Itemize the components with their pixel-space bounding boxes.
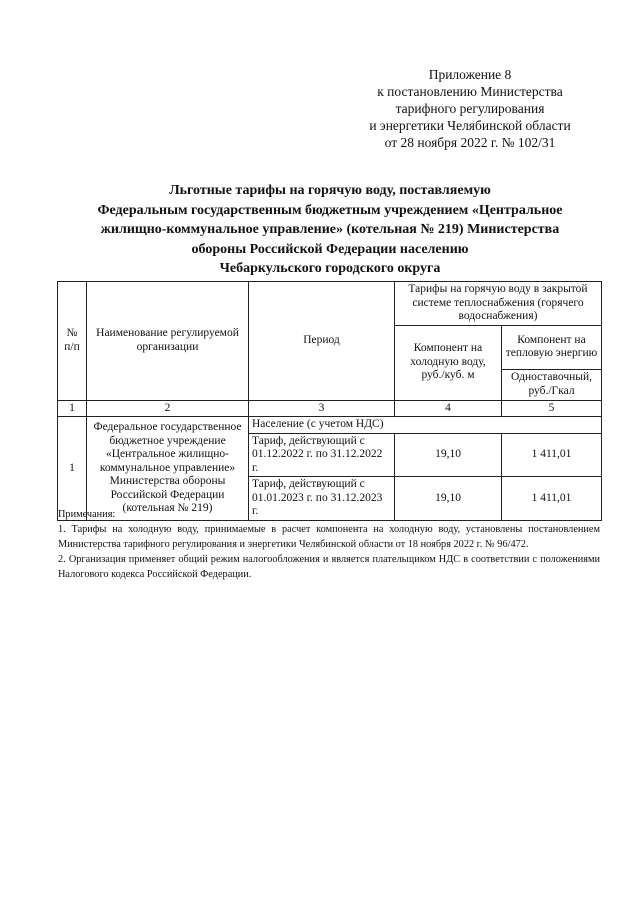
col-number: 5 (502, 400, 602, 417)
header-single-rate: Одноставочный, руб./Гкал (502, 369, 602, 400)
title-line: Льготные тарифы на горячую воду, поставляемую (169, 183, 491, 198)
cold-value: 19,10 (395, 433, 502, 477)
period-cell: Тариф, действующий с 01.12.2022 г. по 31.12.2022 г. (249, 433, 395, 477)
header-org: Наименование регулируемой организации (87, 282, 249, 401)
appendix-line: и энергетики Челябинской области (369, 118, 571, 133)
note-item: 2. Организация применяет общий режим налогообложения и является плательщиком НДС в соответствии с положениями Налогового кодекса Российской Федерации. (58, 554, 600, 580)
title-line: жилищно-коммунальное управление» (котельная № 219) Министерства (100, 222, 560, 237)
heat-value: 1 411,01 (502, 433, 602, 477)
header-cold-component: Компонент на холодную воду, руб./куб. м (395, 325, 502, 400)
notes-block (58, 507, 600, 582)
appendix-line: к постановлению Министерства (377, 84, 563, 99)
title-line: Федеральным государственным бюджетным учреждением «Центральное (97, 202, 563, 218)
appendix-line: от 28 ноября 2022 г. № 102/31 (384, 135, 556, 150)
col-number: 4 (395, 400, 502, 417)
header-heat-component: Компонент на тепловую энергию (502, 325, 602, 369)
header-period: Период (249, 282, 395, 401)
period-cell: Тариф, действующий с 01.01.2023 г. по 31.12.2023 г. (249, 477, 395, 521)
cold-value: 19,10 (395, 477, 502, 521)
row-org: Федеральное государственное бюджетное учреждение «Центральное жилищно-коммунальное управление» Министерства обороны Российской Федерации (котельная № 219) (87, 417, 249, 521)
appendix-block (340, 66, 600, 151)
title-line: обороны Российской Федерации населению (191, 241, 469, 257)
note-item: 1. Тарифы на холодную воду, принимаемые в расчет компонента на холодную воду, установлены постановлением Министерства тарифного регулирования и энергетики Челябинской области от 18 ноября 2022 г. № 96/472. (58, 524, 600, 550)
population-label: Население (с учетом НДС) (249, 417, 602, 434)
row-num: 1 (58, 417, 87, 521)
appendix-line: тарифного регулирования (395, 101, 545, 116)
header-num: № п/п (58, 282, 87, 401)
heat-value: 1 411,01 (502, 477, 602, 521)
title-line: Чебаркульского городского округа (219, 261, 441, 276)
appendix-line: Приложение 8 (428, 67, 512, 82)
header-tariffs-group: Тарифы на горячую воду в закрытой системе теплоснабжения (горячего водоснабжения) (395, 282, 602, 326)
notes-heading: Примечания: (58, 509, 116, 520)
col-number: 2 (87, 400, 249, 417)
col-number: 3 (249, 400, 395, 417)
col-number: 1 (58, 400, 87, 417)
document-title (60, 181, 600, 279)
tariffs-table (57, 281, 602, 521)
